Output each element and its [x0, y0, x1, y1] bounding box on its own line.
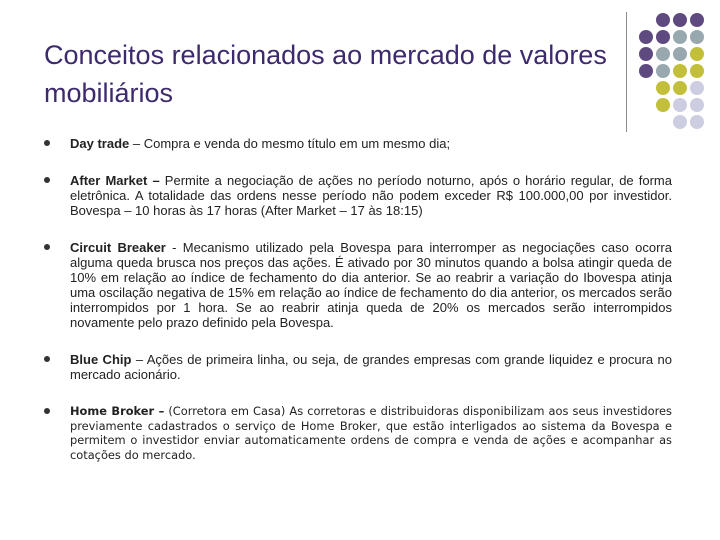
- item-term: Day trade: [70, 136, 130, 151]
- decorative-dot: [673, 81, 687, 95]
- item-term: Home Broker –: [70, 404, 165, 418]
- decorative-dot: [690, 13, 704, 27]
- decorative-dot: [690, 81, 704, 95]
- list-item-after-market: [44, 173, 672, 218]
- item-term: Circuit Breaker: [70, 240, 166, 255]
- decorative-dot: [673, 13, 687, 27]
- decorative-dot: [639, 81, 653, 95]
- item-description: (Corretora em Casa) As corretoras e distribuidoras disponibilizam aos seus investidores previamente cadastrados o serviço de Home Broker, que estão interligados ao sistema da Bovespa e permitem o investidor enviar automaticamente ordens de compra e venda de ações e acompanhar as cotações do mercado.: [70, 404, 672, 462]
- divider-line: [626, 12, 627, 132]
- decorative-dot: [673, 115, 687, 129]
- decorative-dot: [639, 30, 653, 44]
- decorative-dot: [639, 13, 653, 27]
- decorative-dot: [639, 64, 653, 78]
- bullet-list: [44, 136, 672, 462]
- slide-title: Conceitos relacionados ao mercado de valores mobiliários: [44, 40, 607, 108]
- list-item-blue-chip: [44, 352, 672, 382]
- item-description: – Compra e venda do mesmo título em um mesmo dia;: [129, 136, 451, 151]
- item-text: [70, 136, 672, 151]
- decorative-dot: [656, 13, 670, 27]
- decorative-dot: [656, 47, 670, 61]
- decorative-dot: [673, 30, 687, 44]
- item-text: [70, 404, 672, 462]
- decorative-dot: [690, 47, 704, 61]
- bullet-icon: [44, 140, 50, 146]
- item-description: - Mecanismo utilizado pela Bovespa para interromper as negociações caso ocorra alguma queda brusca nos preços das ações. É ativado por 30 minutos quando a bolsa atingir queda de 10% em relação ao índice de fechamento do dia anterior. Se ao reabrir a variação do Ibovespa atinja uma oscilação negativa de 15% em relação ao índice de fechamento do dia anterior, os mercados serão interrompidos por 1 hora. Se ao reabrir atinja queda de 20% os mercados serão interrompidos novamente pelo prazo definido pela Bovespa.: [70, 240, 672, 330]
- list-item-home-broker: [44, 404, 672, 462]
- decorative-dot: [656, 64, 670, 78]
- item-description: – Ações de primeira linha, ou seja, de grandes empresas com grande liquidez e procura no mercado acionário.: [70, 352, 672, 382]
- decorative-dot: [656, 30, 670, 44]
- decorative-dot: [690, 115, 704, 129]
- decorative-dot: [690, 30, 704, 44]
- decorative-dot: [656, 81, 670, 95]
- item-text: [70, 173, 672, 218]
- decorative-dot: [690, 64, 704, 78]
- decorative-dot: [639, 98, 653, 112]
- decorative-dot: [690, 98, 704, 112]
- item-text: [70, 352, 672, 382]
- bullet-icon: [44, 408, 50, 414]
- bullet-icon: [44, 177, 50, 183]
- item-term: Blue Chip: [70, 352, 132, 367]
- bullet-icon: [44, 356, 50, 362]
- item-text: [70, 240, 672, 330]
- list-item-circuit-breaker: [44, 240, 672, 330]
- item-description: Permite a negociação de ações no período noturno, após o horário regular, de forma eletrônica. A totalidade das ordens nesse período não podem exceder R$ 100.000,00 por investidor. Bovespa – 10 horas às 17 horas (After Market – 17 às 18:15): [70, 173, 672, 218]
- bullet-icon: [44, 244, 50, 250]
- decorative-dot-grid: [638, 12, 705, 130]
- decorative-dot: [673, 47, 687, 61]
- decorative-dot: [656, 98, 670, 112]
- decorative-dot: [673, 98, 687, 112]
- list-item-day-trade: [44, 136, 672, 151]
- decorative-dot: [656, 115, 670, 129]
- decorative-dot: [673, 64, 687, 78]
- decorative-dot: [639, 47, 653, 61]
- item-term: After Market –: [70, 173, 160, 188]
- decorative-dot: [639, 115, 653, 129]
